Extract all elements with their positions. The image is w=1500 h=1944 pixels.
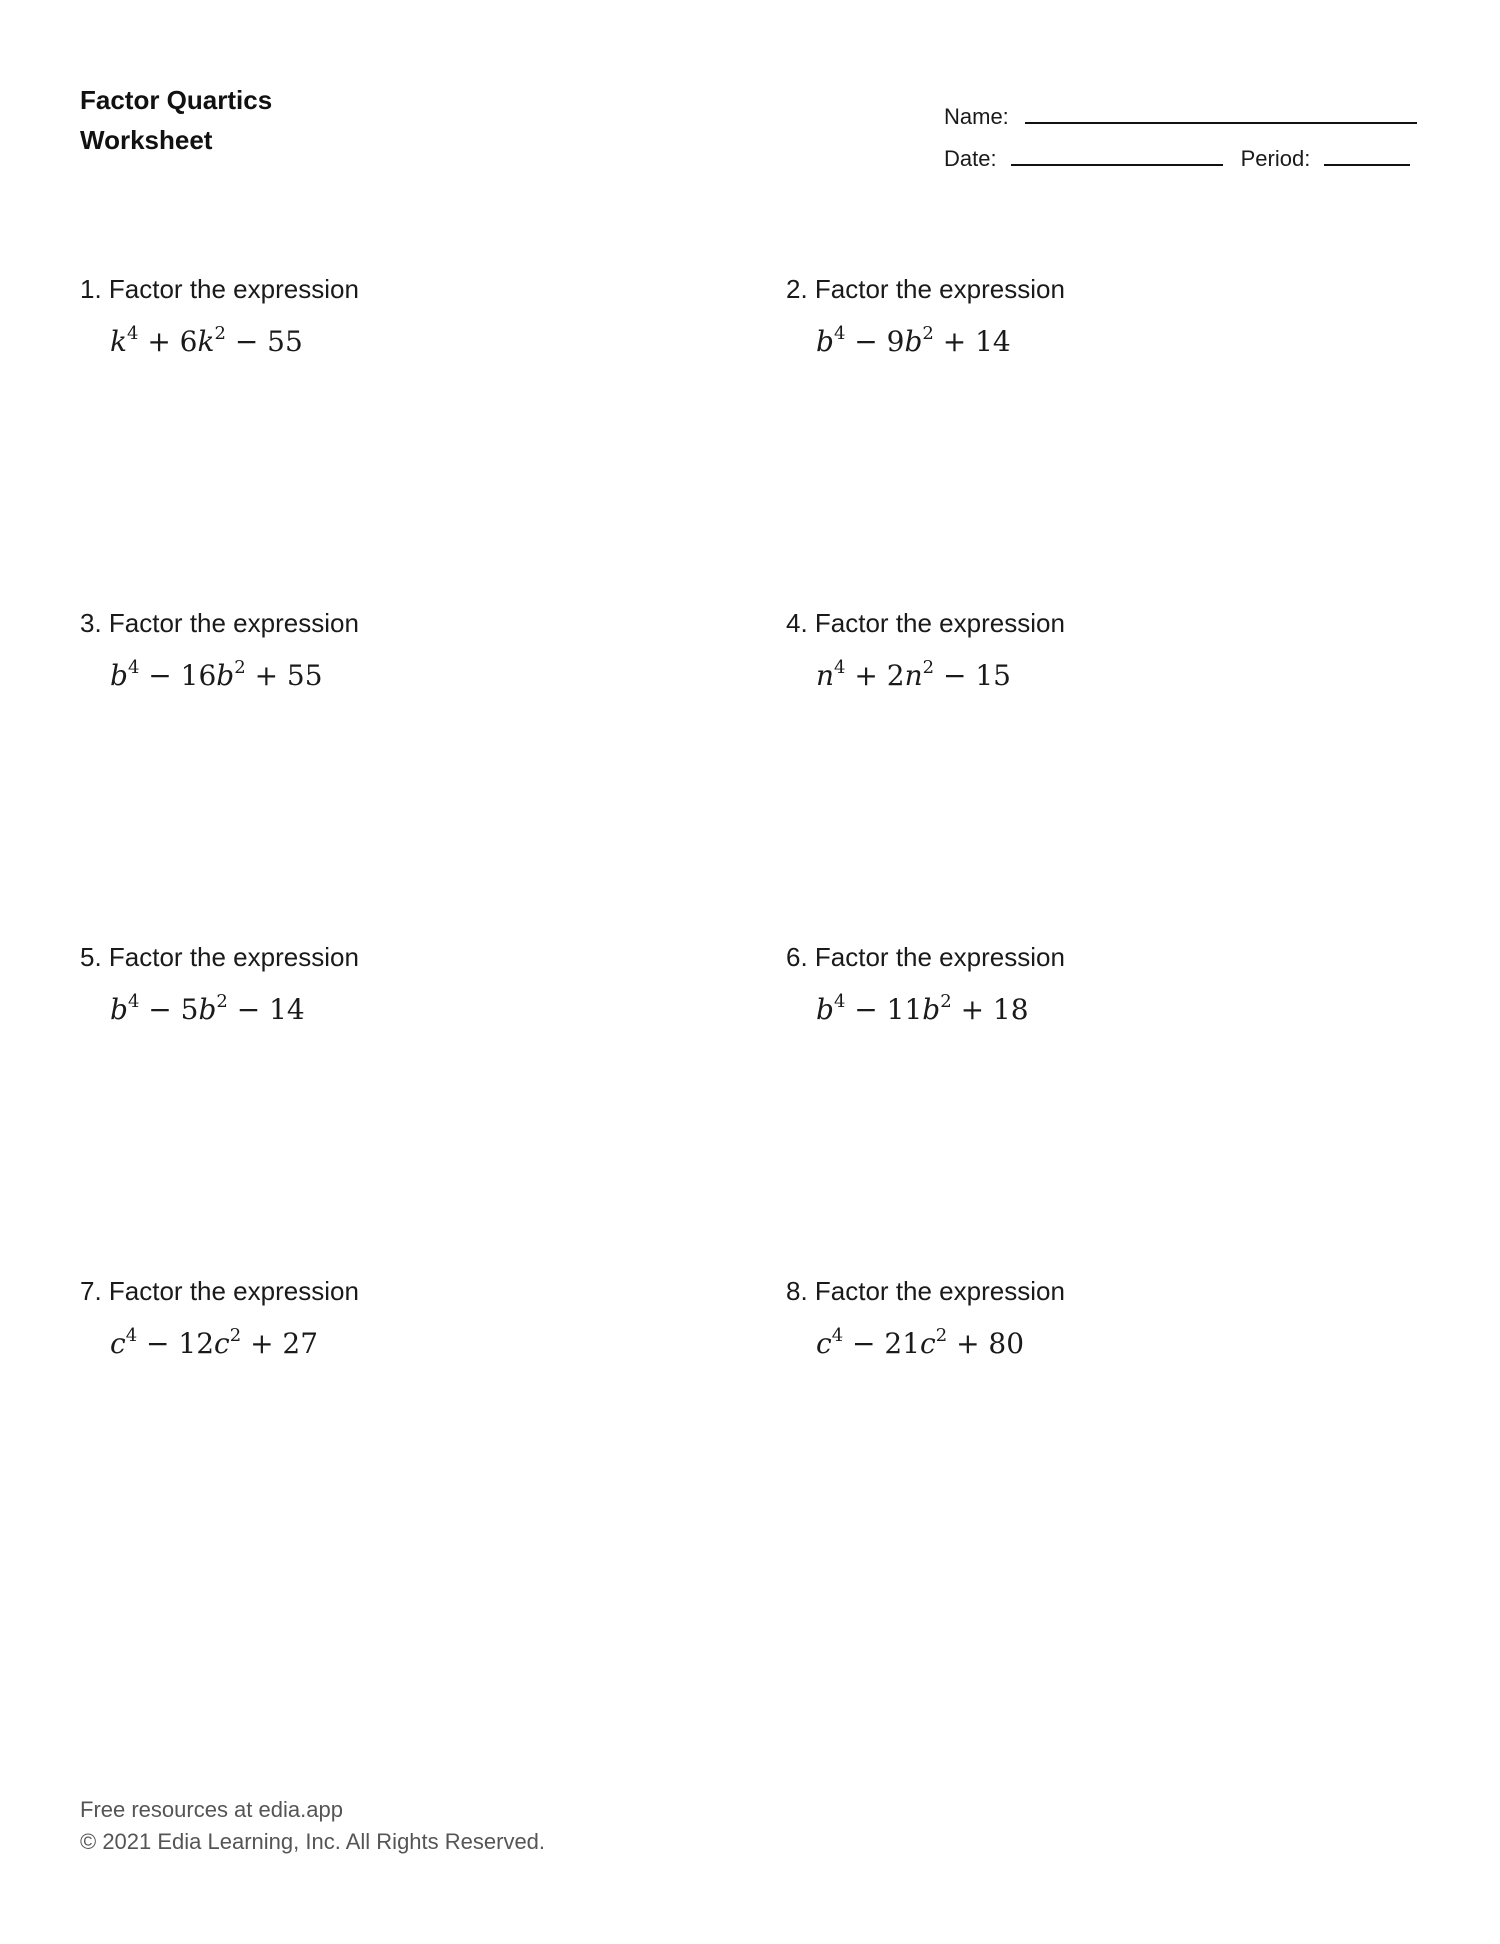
problem-expression: $b^4 - 5b^2 - 14$ [110, 991, 305, 1026]
date-label: Date: [944, 146, 997, 171]
problem-6 [786, 940, 1406, 1028]
name-blank-line [1025, 122, 1417, 124]
student-info [944, 88, 1424, 172]
problem-8 [786, 1274, 1406, 1362]
date-period-row [944, 130, 1424, 172]
problem-5 [80, 940, 700, 1028]
problem-expression: $c^4 - 12c^2 + 27$ [110, 1325, 319, 1360]
footer-copyright: © 2021 Edia Learning, Inc. All Rights Reserved. [80, 1829, 546, 1854]
problem-expression: $k^4 + 6k^2 - 55$ [110, 323, 303, 358]
problem-4 [786, 606, 1406, 694]
problem-3 [80, 606, 700, 694]
problem-prompt: 2. Factor the expression [786, 274, 1065, 304]
problem-expression: $b^4 - 16b^2 + 55$ [110, 657, 323, 692]
problem-expression: $n^4 + 2n^2 - 15$ [816, 657, 1011, 692]
worksheet-title [80, 80, 272, 160]
problem-1 [80, 272, 700, 360]
problem-2 [786, 272, 1406, 360]
period-label: Period: [1240, 146, 1311, 171]
problem-prompt: 1. Factor the expression [80, 274, 359, 304]
problem-prompt: 6. Factor the expression [786, 942, 1065, 972]
footer [80, 1794, 545, 1858]
problem-expression: $b^4 - 9b^2 + 14$ [816, 323, 1011, 358]
date-blank-line [1011, 164, 1223, 166]
footer-resources: Free resources at edia.app [80, 1797, 343, 1822]
problem-expression: $c^4 - 21c^2 + 80$ [816, 1325, 1025, 1360]
problem-expression: $b^4 - 11b^2 + 18$ [816, 991, 1029, 1026]
problem-prompt: 4. Factor the expression [786, 608, 1065, 638]
period-blank-line [1324, 164, 1410, 166]
name-label: Name: [944, 104, 1009, 129]
problem-7 [80, 1274, 700, 1362]
title-line-2: Worksheet [80, 125, 213, 155]
problem-prompt: 8. Factor the expression [786, 1276, 1065, 1306]
problem-prompt: 3. Factor the expression [80, 608, 359, 638]
name-row [944, 88, 1424, 130]
title-line-1: Factor Quartics [80, 85, 273, 115]
problem-prompt: 7. Factor the expression [80, 1276, 359, 1306]
problem-prompt: 5. Factor the expression [80, 942, 359, 972]
